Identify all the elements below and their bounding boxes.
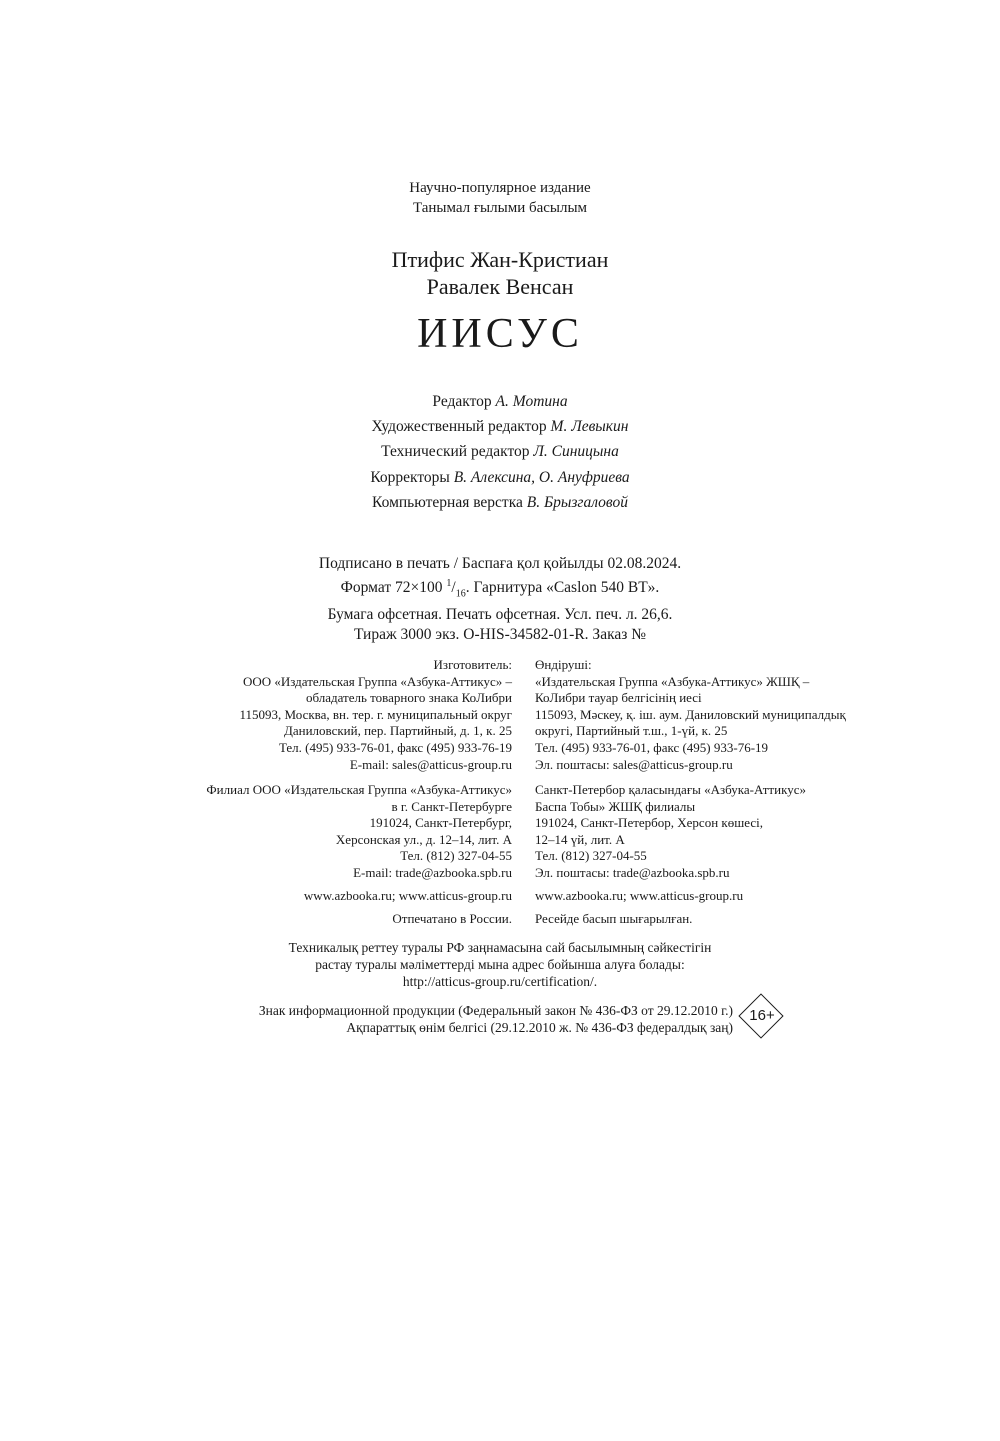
staff-role: Технический редактор bbox=[381, 443, 530, 461]
staff-name: М. Левыкин bbox=[550, 418, 629, 436]
staff-role: Редактор bbox=[432, 393, 492, 410]
manufacturer-ru-line: Изготовитель: bbox=[433, 657, 512, 672]
age-rating-badge bbox=[739, 994, 785, 1040]
certification-line: Техникалық реттеу туралы РФ заңнамасына сай басылымның сәйкестігін bbox=[288, 940, 712, 955]
signed-to-print: Подписано в печать / Баспаға қол қойылды 02.08.2024. bbox=[318, 555, 682, 572]
format-line: Формат 72×100 $^1/_{16}$. Гарнитура «Caslon 540 BT». bbox=[340, 578, 660, 600]
staff-credits bbox=[0, 389, 1000, 515]
branch-kz bbox=[535, 782, 806, 882]
info-product-sign bbox=[0, 1002, 733, 1036]
branch-ru-line: E-mail: trade@azbooka.spb.ru bbox=[353, 864, 512, 880]
staff-name: В. Алексина, О. Ануфриева bbox=[453, 468, 630, 486]
manufacturer-kz-line: КоЛибри тауар белгісінің иесі bbox=[535, 690, 702, 706]
staff-line bbox=[0, 389, 1000, 414]
branch-ru-line: Тел. (812) 327-04-55 bbox=[400, 848, 512, 864]
staff-role: Компьютерная верстка bbox=[372, 493, 523, 511]
staff-role: Корректоры bbox=[370, 468, 450, 486]
manufacturer-kz-line: Өндіруші: bbox=[535, 657, 592, 672]
branch-kz-line: 12–14 үй, лит. А bbox=[535, 831, 625, 847]
authors-block bbox=[0, 246, 1000, 300]
branch-kz-line: Тел. (812) 327-04-55 bbox=[535, 848, 647, 864]
genre-kz: Танымал ғылыми басылым bbox=[412, 200, 588, 216]
websites-ru: www.azbooka.ru; www.atticus-group.ru bbox=[303, 888, 512, 903]
branch-ru-line: Филиал ООО «Издательская Группа «Азбука-Аттикус» bbox=[206, 782, 512, 797]
manufacturer-ru-line: Тел. (495) 933-76-01, факс (495) 933-76-19 bbox=[278, 739, 512, 755]
print-info bbox=[0, 554, 1000, 645]
branch-ru bbox=[206, 782, 512, 882]
staff-line bbox=[0, 439, 1000, 464]
manufacturer-ru-line: ООО «Издательская Группа «Азбука-Аттикус» – bbox=[242, 673, 512, 689]
manufacturer-kz-line: Тел. (495) 933-76-01, факс (495) 933-76-19 bbox=[535, 739, 769, 755]
manufacturer-ru-line: Даниловский, пер. Партийный, д. 1, к. 25 bbox=[284, 723, 512, 739]
branch-kz-line: Эл. поштасы: trade@azbooka.spb.ru bbox=[535, 864, 730, 880]
format-suffix: . Гарнитура «Caslon 540 BT». bbox=[465, 579, 660, 597]
certification-note bbox=[0, 939, 1000, 990]
staff-role: Художественный редактор bbox=[371, 418, 547, 436]
info-sign-kz: Ақпараттық өнім белгісі (29.12.2010 ж. № 436-ФЗ федералдық заң) bbox=[346, 1020, 733, 1035]
printed-in-kz: Ресейде басып шығарылған. bbox=[535, 911, 693, 926]
branch-ru-line: в г. Санкт-Петербурге bbox=[391, 798, 512, 814]
print-run-line: Тираж 3000 экз. O-HIS-34582-01-R. Заказ № bbox=[353, 626, 647, 644]
staff-line bbox=[0, 414, 1000, 439]
manufacturer-ru bbox=[240, 657, 513, 773]
genre-ru: Научно-популярное издание bbox=[409, 180, 591, 196]
websites-kz: www.azbooka.ru; www.atticus-group.ru bbox=[535, 888, 744, 903]
format-prefix: Формат 72×100 bbox=[340, 579, 443, 597]
staff-line bbox=[0, 465, 1000, 490]
staff-name: А. Мотина bbox=[495, 393, 568, 410]
branch-kz-line: Санкт-Петербор қаласындағы «Азбука-Аттикус» bbox=[535, 782, 806, 797]
branch-kz-line: Баспа Тобы» ЖШҚ филиалы bbox=[535, 798, 696, 814]
staff-line bbox=[0, 490, 1000, 515]
age-rating-label: 16+ bbox=[749, 1007, 775, 1024]
paper-line: Бумага офсетная. Печать офсетная. Усл. печ. л. 26,6. bbox=[327, 605, 673, 623]
staff-name: Л. Синицына bbox=[533, 443, 619, 461]
info-sign-ru: Знак информационной продукции (Федеральный закон № 436-ФЗ от 29.12.2010 г.) bbox=[258, 1003, 733, 1018]
staff-name: В. Брызгаловой bbox=[526, 493, 628, 511]
manufacturer-ru-line: обладатель товарного знака КоЛибри bbox=[305, 690, 512, 706]
certification-line: растау туралы мәліметтерді мына адрес бойынша алуға болады: bbox=[315, 957, 685, 972]
author-1: Птифис Жан-Кристиан bbox=[391, 247, 609, 272]
format-numerator: 1 bbox=[446, 578, 452, 590]
printed-in-ru: Отпечатано в России. bbox=[392, 911, 512, 926]
manufacturer-kz-line: 115093, Мәскеу, қ. іш. аум. Даниловский муниципалдық bbox=[535, 706, 846, 722]
manufacturer-kz-line: «Издательская Группа «Азбука-Аттикус» ЖШҚ – bbox=[535, 673, 810, 689]
genre-block bbox=[0, 178, 1000, 218]
branch-ru-line: Херсонская ул., д. 12–14, лит. А bbox=[335, 831, 512, 847]
certification-url: http://atticus-group.ru/certification/. bbox=[402, 974, 598, 989]
book-title: ИИСУС bbox=[417, 311, 583, 357]
manufacturer-kz-line: Эл. поштасы: sales@atticus-group.ru bbox=[535, 756, 733, 772]
manufacturer-ru-line: E-mail: sales@atticus-group.ru bbox=[349, 756, 512, 772]
branch-kz-line: 191024, Санкт-Петербор, Херсон көшесі, bbox=[535, 815, 763, 831]
format-denominator: 16 bbox=[455, 588, 466, 600]
manufacturer-kz-line: округі, Партийный т.ш., 1-үй, к. 25 bbox=[535, 723, 728, 739]
author-2: Равалек Венсан bbox=[426, 274, 574, 299]
branch-ru-line: 191024, Санкт-Петербург, bbox=[369, 815, 512, 831]
manufacturer-ru-line: 115093, Москва, вн. тер. г. муниципальный округ bbox=[239, 706, 512, 722]
manufacturer-kz bbox=[535, 657, 846, 773]
